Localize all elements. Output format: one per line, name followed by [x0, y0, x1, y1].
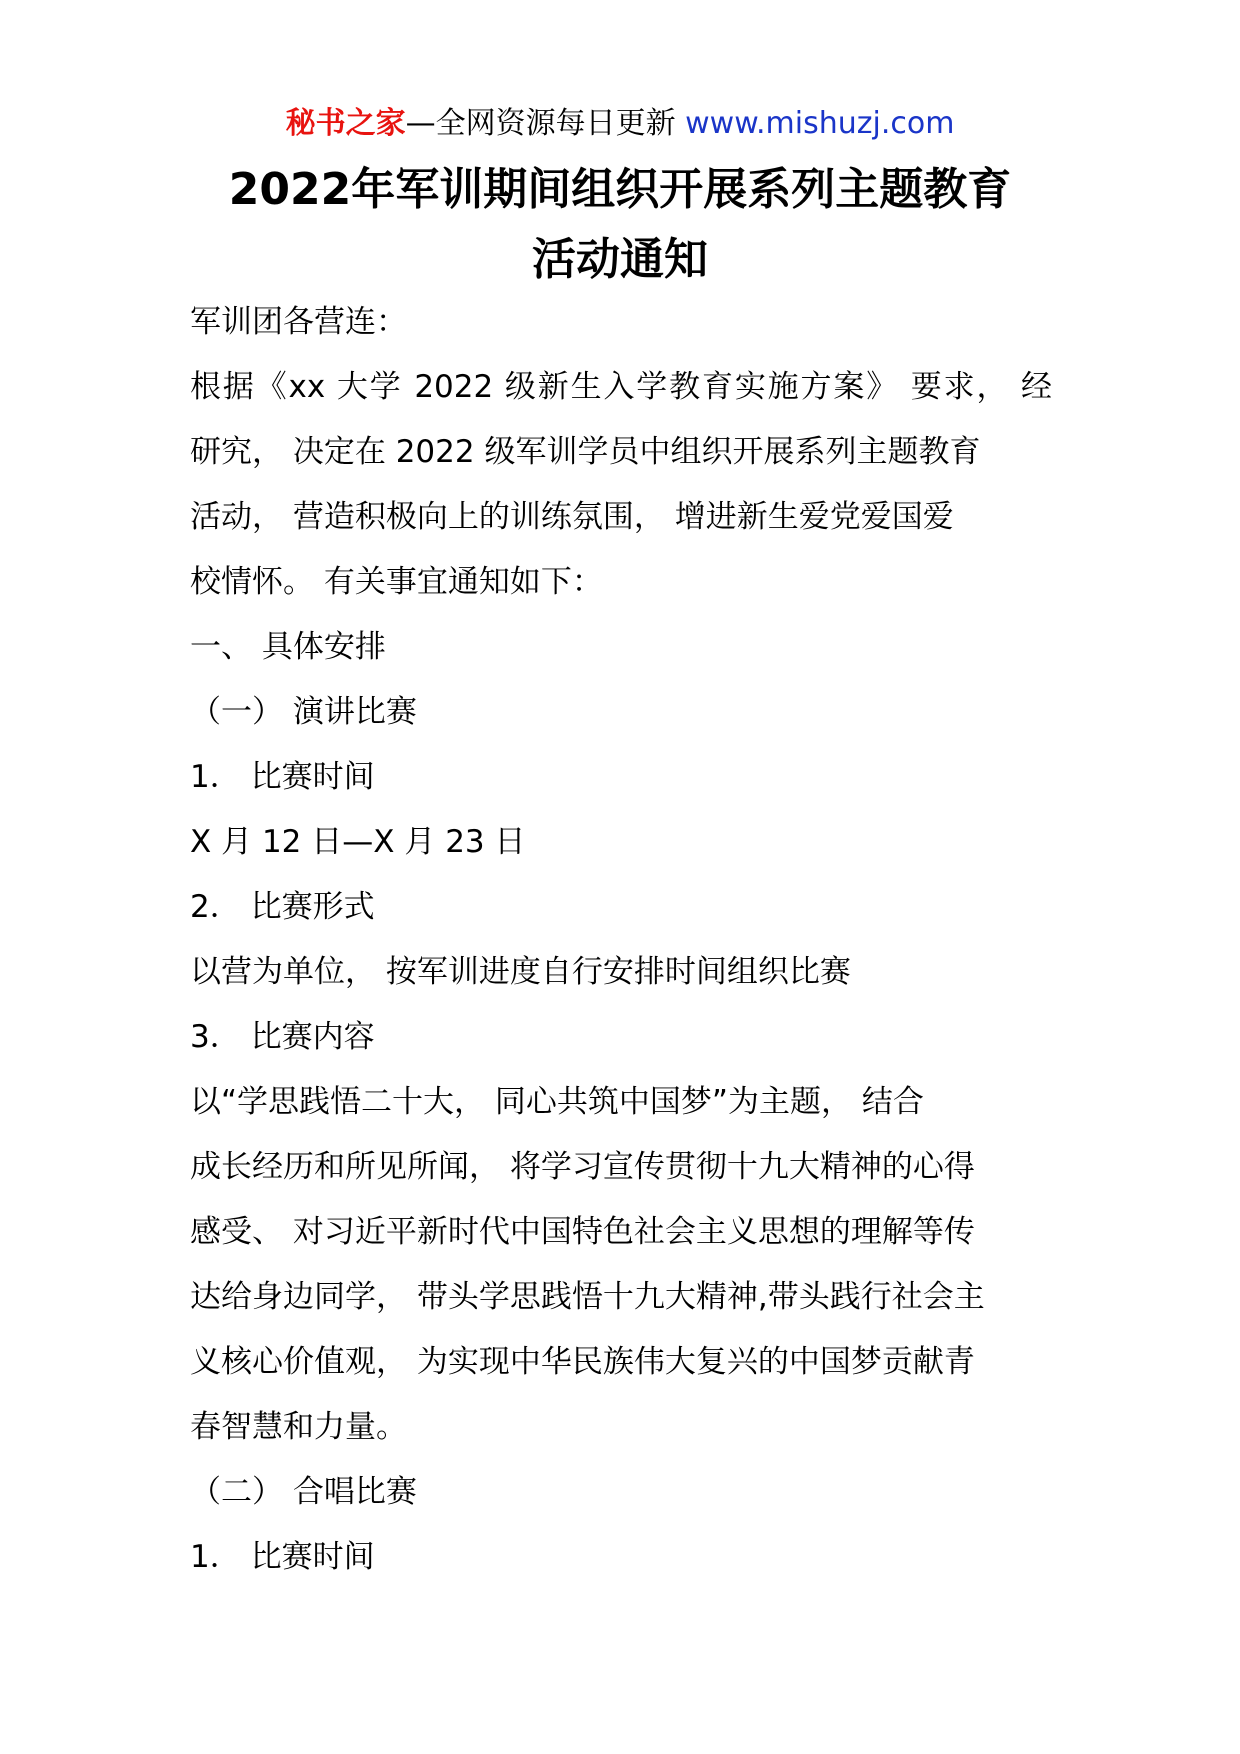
- item-heading: 1． 比赛时间: [190, 1539, 375, 1575]
- paragraph-line: 活动， 营造积极向上的训练氛围， 增进新生爱党爱国爱: [190, 499, 954, 535]
- paragraph-line: 根据《xx 大学 2022 级新生入学教育实施方案》 要求， 经: [190, 369, 1052, 405]
- paragraph-line: 达给身边同学， 带头学思践悟十九大精神,带头践行社会主: [190, 1279, 985, 1315]
- paragraph-line: 以“学思践悟二十大， 同心共筑中国梦”为主题， 结合: [190, 1084, 924, 1120]
- salutation: 军训团各营连：: [190, 304, 407, 340]
- paragraph-line: 感受、 对习近平新时代中国特色社会主义思想的理解等传: [190, 1214, 975, 1250]
- item-heading: 3． 比赛内容: [190, 1019, 375, 1055]
- header-url-link[interactable]: www.mishuzj.com: [685, 106, 955, 141]
- subsection-heading: （一） 演讲比赛: [190, 694, 417, 730]
- section-heading: 一、 具体安排: [190, 629, 386, 665]
- paragraph-line: X 月 12 日—X 月 23 日: [190, 824, 526, 860]
- item-heading: 2． 比赛形式: [190, 889, 375, 925]
- header-brand: 秘书之家: [285, 106, 406, 141]
- header-tagline: —全网资源每日更新: [405, 106, 676, 141]
- paragraph-line: 春智慧和力量。: [190, 1409, 407, 1445]
- paragraph-line: 研究， 决定在 2022 级军训学员中组织开展系列主题教育: [190, 434, 981, 470]
- site-header: [0, 104, 1240, 144]
- paragraph-line: 以营为单位， 按军训进度自行安排时间组织比赛: [190, 954, 851, 990]
- subsection-heading: （二） 合唱比赛: [190, 1474, 417, 1510]
- paragraph-line: 义核心价值观， 为实现中华民族伟大复兴的中国梦贡献青: [190, 1344, 975, 1380]
- paragraph-line: 成长经历和所见所闻， 将学习宣传贯彻十九大精神的心得: [190, 1149, 975, 1185]
- document-title-line-1: 2022年军训期间组织开展系列主题教育: [228, 164, 1012, 215]
- paragraph-line: 校情怀。 有关事宜通知如下：: [190, 564, 603, 600]
- item-heading: 1． 比赛时间: [190, 759, 375, 795]
- document-title-line-2: 活动通知: [532, 234, 708, 285]
